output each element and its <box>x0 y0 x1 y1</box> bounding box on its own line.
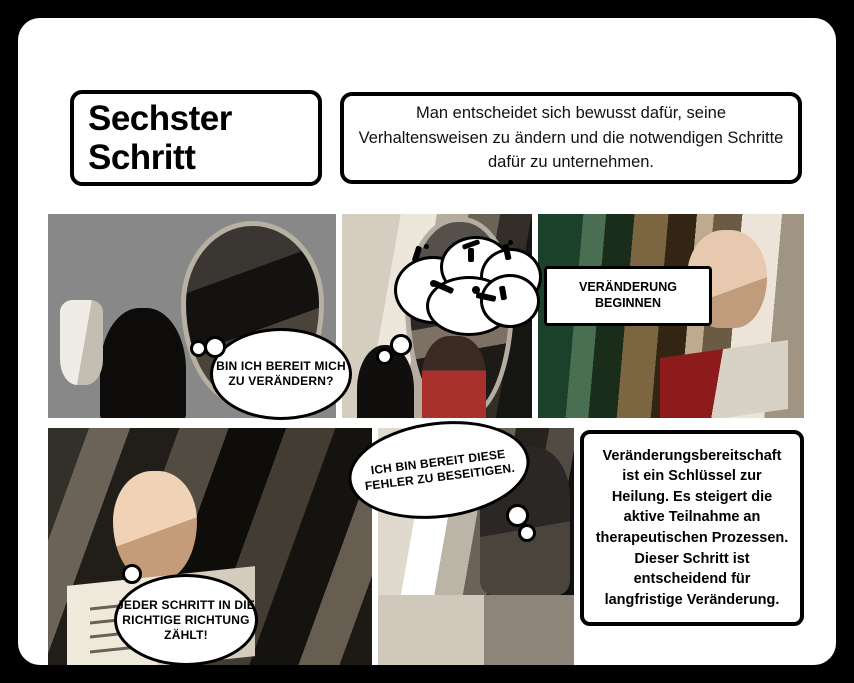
speech-bubble-3-text: JEDER SCHRITT IN DIE RICHTIGE RICHTUNG ZÄHLT! <box>117 597 256 642</box>
person-silhouette <box>100 308 186 418</box>
veraenderung-label-box <box>544 266 712 326</box>
speech-dot-small <box>518 524 536 542</box>
pictogram-figure-6 <box>508 240 513 245</box>
speech-bubble-2-text: ICH BIN BEREIT DIESE FEHLER ZU BESEITIGEN. <box>364 446 516 494</box>
speech-bubble-1 <box>210 328 352 420</box>
intro-text: Man entscheidet sich bewusst dafür, seine Verhaltensweisen zu ändern und die notwendigen Schritte dafür zu unternehmen. <box>358 103 784 172</box>
veraenderung-label-line-2: BEGINNEN <box>595 296 661 310</box>
speech-dot-large <box>122 564 142 584</box>
girl-figure <box>422 336 487 418</box>
desk-shape <box>378 595 574 665</box>
pictogram-figure-4 <box>468 248 474 262</box>
thought-dot-large <box>390 334 412 356</box>
comic-sheet <box>18 18 836 665</box>
pictogram-figure-8 <box>430 280 437 287</box>
speech-dot-large <box>204 336 226 358</box>
thought-dot-small <box>376 348 393 365</box>
face-shape <box>113 471 197 580</box>
pictogram-figure-2 <box>424 244 429 249</box>
speech-dot-small <box>190 340 207 357</box>
header-row <box>52 80 804 204</box>
thought-cloud <box>388 230 540 334</box>
title-box <box>70 90 322 186</box>
speech-bubble-1-text: BIN ICH BEREIT MICH ZU VERÄNDERN? <box>216 359 346 388</box>
title-line-2: Schritt <box>88 138 196 177</box>
summary-text-box <box>580 430 804 626</box>
vase-shape <box>60 300 103 386</box>
title-line-1: Sechster <box>88 98 232 138</box>
veraenderung-label-line-1: VERÄNDERUNG <box>579 280 677 295</box>
summary-text: Veränderungsbereitschaft ist ein Schlüssel zur Heilung. Es steigert die aktive Teilnahme an therapeutischen Prozessen. Dieser Schritt ist entscheidend für langfristige Veränderung. <box>595 447 789 608</box>
intro-box <box>340 92 802 184</box>
speech-bubble-3 <box>114 574 258 665</box>
